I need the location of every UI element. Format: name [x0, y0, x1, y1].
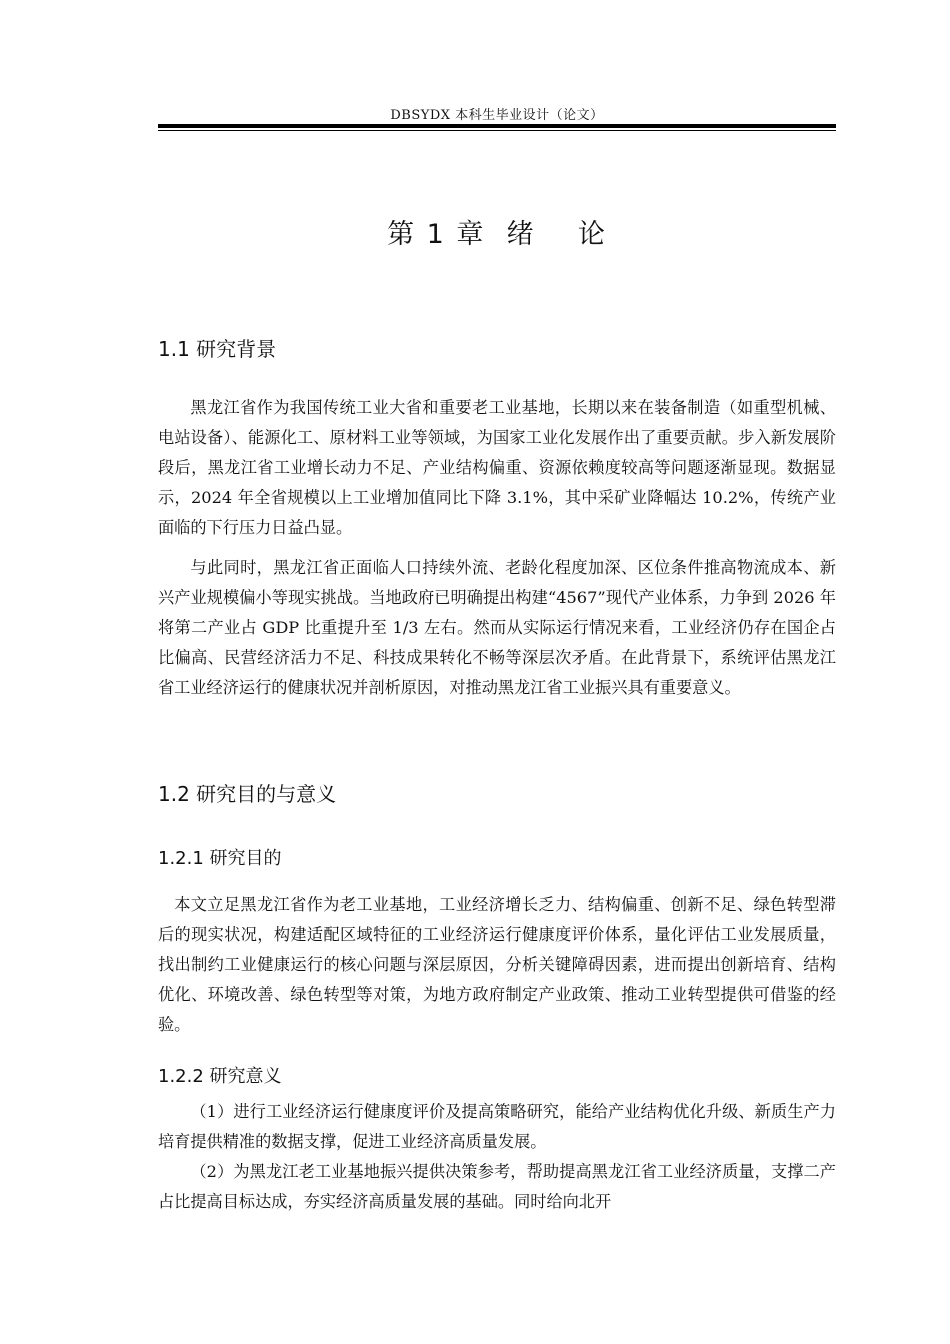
- running-header: DBSYDX 本科生毕业设计（论文）: [390, 108, 604, 123]
- header-rule-thin: [158, 130, 836, 131]
- subsection-heading-1-2-1: 1.2.1 研究目的: [158, 848, 282, 869]
- subsection-heading-1-2-2: 1.2.2 研究意义: [158, 1066, 282, 1087]
- paragraph-background-1: 黑龙江省作为我国传统工业大省和重要老工业基地，长期以来在装备制造（如重型机械、电站设备）、能源化工、原材料工业等领域，为国家工业化发展作出了重要贡献。步入新发展阶段后，黑龙江省工业增长动力不足、产业结构偏重、资源依赖度较高等问题逐渐显现。数据显示，2024 年全省规模以上工业增加值同比下降 3.1%，其中采矿业降幅达 10.2%，传统产业面临的下行压力日益凸显。: [158, 398, 836, 537]
- paragraph-purpose: 本文立足黑龙江省作为老工业基地，工业经济增长乏力、结构偏重、创新不足、绿色转型滞后的现实状况，构建适配区域特征的工业经济运行健康度评价体系，量化评估工业发展质量，找出制约工业健康运行的核心问题与深层原因，分析关键障碍因素，进而提出创新培育、结构优化、环境改善、绿色转型等对策，为地方政府制定产业政策、推动工业转型提供可借鉴的经验。: [158, 895, 836, 1034]
- section-heading-1-1: 1.1 研究背景: [158, 337, 277, 361]
- chapter-title: 第 1 章 绪 论: [387, 219, 607, 250]
- paragraph-significance-1: （1）进行工业经济运行健康度评价及提高策略研究，能给产业结构优化升级、新质生产力培育提供精准的数据支撑，促进工业经济高质量发展。: [158, 1102, 836, 1151]
- paragraph-significance-2: （2）为黑龙江老工业基地振兴提供决策参考，帮助提高黑龙江省工业经济质量，支撑二产占比提高目标达成，夯实经济高质量发展的基础。同时给向北开: [158, 1162, 836, 1211]
- header-rule-thick: [158, 124, 836, 128]
- paragraph-background-2: 与此同时，黑龙江省正面临人口持续外流、老龄化程度加深、区位条件推高物流成本、新兴产业规模偏小等现实挑战。当地政府已明确提出构建“4567”现代产业体系，力争到 2026 年将第二产业占 GDP 比重提升至 1/3 左右。然而从实际运行情况来看，工业经济仍存在国企占比偏高、民营经济活力不足、科技成果转化不畅等深层次矛盾。在此背景下，系统评估黑龙江省工业经济运行的健康状况并剖析原因，对推动黑龙江省工业振兴具有重要意义。: [158, 558, 836, 697]
- section-heading-1-2: 1.2 研究目的与意义: [158, 782, 337, 806]
